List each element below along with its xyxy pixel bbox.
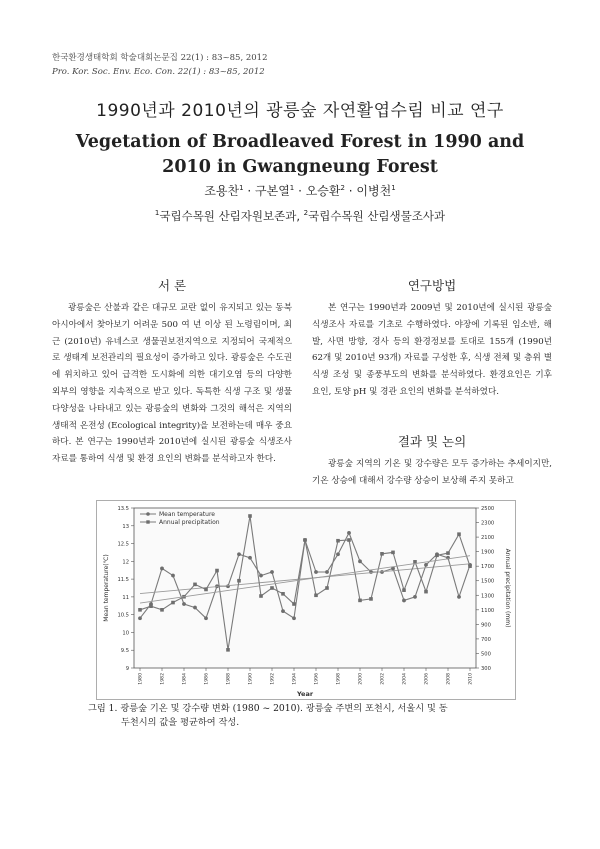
right-tick-label: 1100 — [481, 607, 495, 614]
author-name: 조용찬 — [204, 184, 240, 198]
journal-header-ko: 한국환경생태학회 학술대회논문집 22(1) : 83~85, 2012 — [52, 53, 268, 63]
author-separator: · — [294, 184, 306, 198]
precipitation-point — [237, 579, 241, 583]
author-list — [0, 182, 600, 199]
right-tick-label: 2300 — [481, 520, 495, 527]
right-tick-label: 1500 — [481, 578, 495, 585]
precipitation-point — [270, 586, 274, 590]
temperature-point — [193, 606, 197, 610]
temperature-point — [347, 531, 351, 535]
temperature-point — [314, 570, 318, 574]
temperature-point — [369, 570, 373, 574]
left-axis-label: Mean temperature(℃) — [103, 554, 110, 622]
precipitation-point — [248, 514, 252, 518]
journal-header-en: Pro. Kor. Soc. Env. Eco. Con. 22(1) : 83~85, 2012 — [52, 67, 265, 77]
x-tick-label: 2000 — [358, 673, 364, 685]
left-tick-label: 11.5 — [117, 577, 129, 584]
temperature-point — [336, 552, 340, 556]
affiliation-text: 국립수목원 산림생물조사과 — [308, 209, 446, 223]
x-tick-label: 1988 — [226, 673, 232, 685]
section-heading-methods: 연구방법 — [407, 278, 457, 293]
affiliations — [0, 208, 600, 224]
temperature-point — [402, 599, 406, 603]
right-tick-label: 300 — [481, 666, 491, 672]
right-tick-label: 2500 — [481, 506, 495, 512]
precipitation-point — [193, 583, 197, 587]
precipitation-point — [204, 588, 208, 592]
precipitation-point — [149, 604, 153, 608]
temperature-point — [226, 584, 230, 588]
x-tick-label: 1990 — [248, 673, 254, 685]
temperature-point — [248, 556, 252, 560]
temperature-point — [138, 616, 142, 620]
precipitation-point — [369, 597, 373, 601]
legend-marker-temperature — [146, 512, 150, 516]
precipitation-point — [292, 602, 296, 606]
left-tick-label: 12.5 — [117, 541, 129, 548]
left-tick-label: 11 — [122, 594, 129, 601]
x-tick-label: 1998 — [336, 673, 342, 685]
left-tick-label: 9.5 — [120, 648, 129, 655]
precipitation-point — [435, 553, 439, 557]
temperature-point — [325, 570, 329, 574]
x-tick-label: 1994 — [292, 673, 298, 685]
caption-line-1: 그림 1. 광릉숲 기온 및 강수량 변화 (1980 ~ 2010). 광릉숲 주변의 포천시, 서울시 및 동 — [88, 703, 448, 714]
x-axis-label: Year — [296, 690, 314, 698]
section-heading-results: 결과 및 논의 — [397, 434, 467, 449]
right-tick-label: 1700 — [481, 564, 495, 571]
left-tick-label: 13.5 — [117, 506, 129, 512]
precipitation-point — [457, 532, 461, 536]
left-tick-label: 12 — [122, 559, 129, 566]
temperature-point — [281, 609, 285, 613]
x-tick-label: 1992 — [270, 673, 276, 685]
affiliation-mark: 1 — [154, 209, 160, 218]
legend-label-precipitation: Annual precipitation — [159, 519, 220, 526]
precipitation-point — [325, 586, 329, 590]
x-tick-label: 2010 — [468, 673, 474, 685]
x-tick-label: 2004 — [402, 673, 408, 685]
section-heading-intro: 서 론 — [157, 278, 187, 293]
figure-caption — [88, 702, 528, 730]
right-tick-label: 2100 — [481, 535, 495, 542]
methods-paragraph: 본 연구는 1990년과 2009년 및 2010년에 실시된 광릉숲 식생조사 자료를 기초로 수행하였다. 야장에 기록된 임소반, 해발, 사면 방향, 경사 등의 환경정보를 토대로 155개 (1990년 62개 및 2010년 93개) 자료를 구성한 후, 식생 전체 및 층위 별 식생 조성 및 종풍부도의 변화를 분석하였다. 환경요인은 기후 요인, 토양 pH 및 경관 요인의 변화를 분석하였다. — [312, 303, 552, 397]
temperature-point — [270, 570, 274, 574]
precipitation-point — [402, 588, 406, 592]
precipitation-point — [138, 608, 142, 612]
x-tick-label: 2006 — [424, 673, 430, 685]
affiliation-text: 국립수목원 산림자원보존과, — [159, 209, 304, 223]
precipitation-point — [226, 648, 230, 652]
left-tick-label: 13 — [122, 523, 129, 530]
temperature-point — [358, 559, 362, 563]
precipitation-point — [281, 592, 285, 596]
right-tick-label: 900 — [481, 622, 491, 629]
right-axis-label: Annual precipitation (mm) — [504, 548, 511, 628]
left-tick-label: 9 — [125, 666, 129, 672]
author-separator: · — [344, 184, 357, 198]
x-tick-label: 2008 — [446, 673, 452, 685]
temperature-point — [237, 552, 241, 556]
x-tick-label: 2002 — [380, 673, 386, 685]
right-tick-label: 500 — [481, 651, 491, 658]
x-tick-label: 1984 — [182, 673, 188, 685]
precipitation-point — [160, 608, 164, 612]
left-tick-label: 10 — [122, 630, 129, 637]
precipitation-point — [336, 539, 340, 543]
title-english: Vegetation of Broadleaved Forest in 1990 and 2010 in Gwangneung Forest — [75, 132, 525, 177]
precipitation-point — [171, 601, 175, 605]
temperature-point — [160, 567, 164, 571]
x-tick-label: 1996 — [314, 673, 320, 685]
climate-chart — [96, 500, 516, 700]
left-tick-label: 10.5 — [117, 612, 129, 619]
author-affil-mark: 1 — [391, 184, 396, 192]
results-paragraph: 광릉숲 지역의 기온 및 강수량은 모두 증가하는 추세이지만, 기온 상승에 대해서 강수량 상승이 보상해 주지 못하고 — [312, 459, 552, 486]
precipitation-point — [424, 590, 428, 594]
temperature-point — [424, 563, 428, 567]
intro-paragraph: 광릉숲은 산불과 같은 대규모 교란 없이 유지되고 있는 동북아시아에서 찾아보기 어려운 500 여 년 이상 된 노령림이며, 최근 (2010년) 유네스코 생물권보전지역으로 지정되어 국제적으로 생태계 보전관리의 필요성이 증가하고 있다. 광릉숲은 수도권에 위치하고 있어 급격한 도시화에 의한 대기오염 등의 다양한 외부의 영향을 지속적으로 받고 있다. 독특한 식생 구조 및 생물다양성을 나타내고 있는 광릉숲의 변화와 그것의 해석은 지역의 생태적 온전성 (Ecological integrity)을 보전하는데 매우 중요하다. 본 연구는 1990년과 2010년에 실시된 광릉숲 식생조사 자료를 통하여 식생 및 환경 요인의 변화를 분석하고자 한다. — [52, 303, 292, 465]
temperature-point — [259, 574, 263, 578]
x-tick-label: 1982 — [160, 673, 166, 685]
precipitation-point — [391, 551, 395, 555]
author-affil-mark: 2 — [340, 184, 345, 192]
author-name: 오승환 — [305, 184, 341, 198]
precipitation-point — [314, 593, 318, 597]
precipitation-point — [358, 599, 362, 603]
temperature-point — [182, 602, 186, 606]
right-tick-label: 1900 — [481, 549, 495, 556]
precipitation-point — [303, 538, 307, 542]
author-name: 이병천 — [356, 184, 392, 198]
right-tick-label: 700 — [481, 636, 491, 643]
caption-line-2: 두천시의 값을 평균하여 작성. — [121, 717, 240, 728]
precipitation-point — [380, 552, 384, 556]
temperature-point — [171, 574, 175, 578]
title-korean: 1990년과 2010년의 광릉숲 자연활엽수림 비교 연구 — [96, 101, 504, 121]
precipitation-point — [347, 538, 351, 542]
author-affil-mark: 1 — [239, 184, 244, 192]
temperature-point — [413, 595, 417, 599]
legend-marker-precipitation — [146, 520, 149, 523]
temperature-point — [457, 595, 461, 599]
precipitation-point — [468, 564, 472, 568]
author-affil-mark: 1 — [289, 184, 295, 192]
legend-label-temperature: Mean temperature — [159, 511, 215, 518]
x-tick-label: 1980 — [138, 673, 144, 685]
author-separator: · — [243, 184, 256, 198]
right-tick-label: 1300 — [481, 593, 495, 600]
precipitation-point — [259, 594, 263, 598]
x-tick-label: 1986 — [204, 673, 210, 685]
affiliation-mark: 2 — [303, 209, 309, 218]
precipitation-point — [215, 569, 219, 573]
temperature-point — [204, 616, 208, 620]
precipitation-point — [446, 551, 450, 555]
temperature-point — [292, 616, 296, 620]
author-name: 구본열 — [255, 184, 290, 198]
